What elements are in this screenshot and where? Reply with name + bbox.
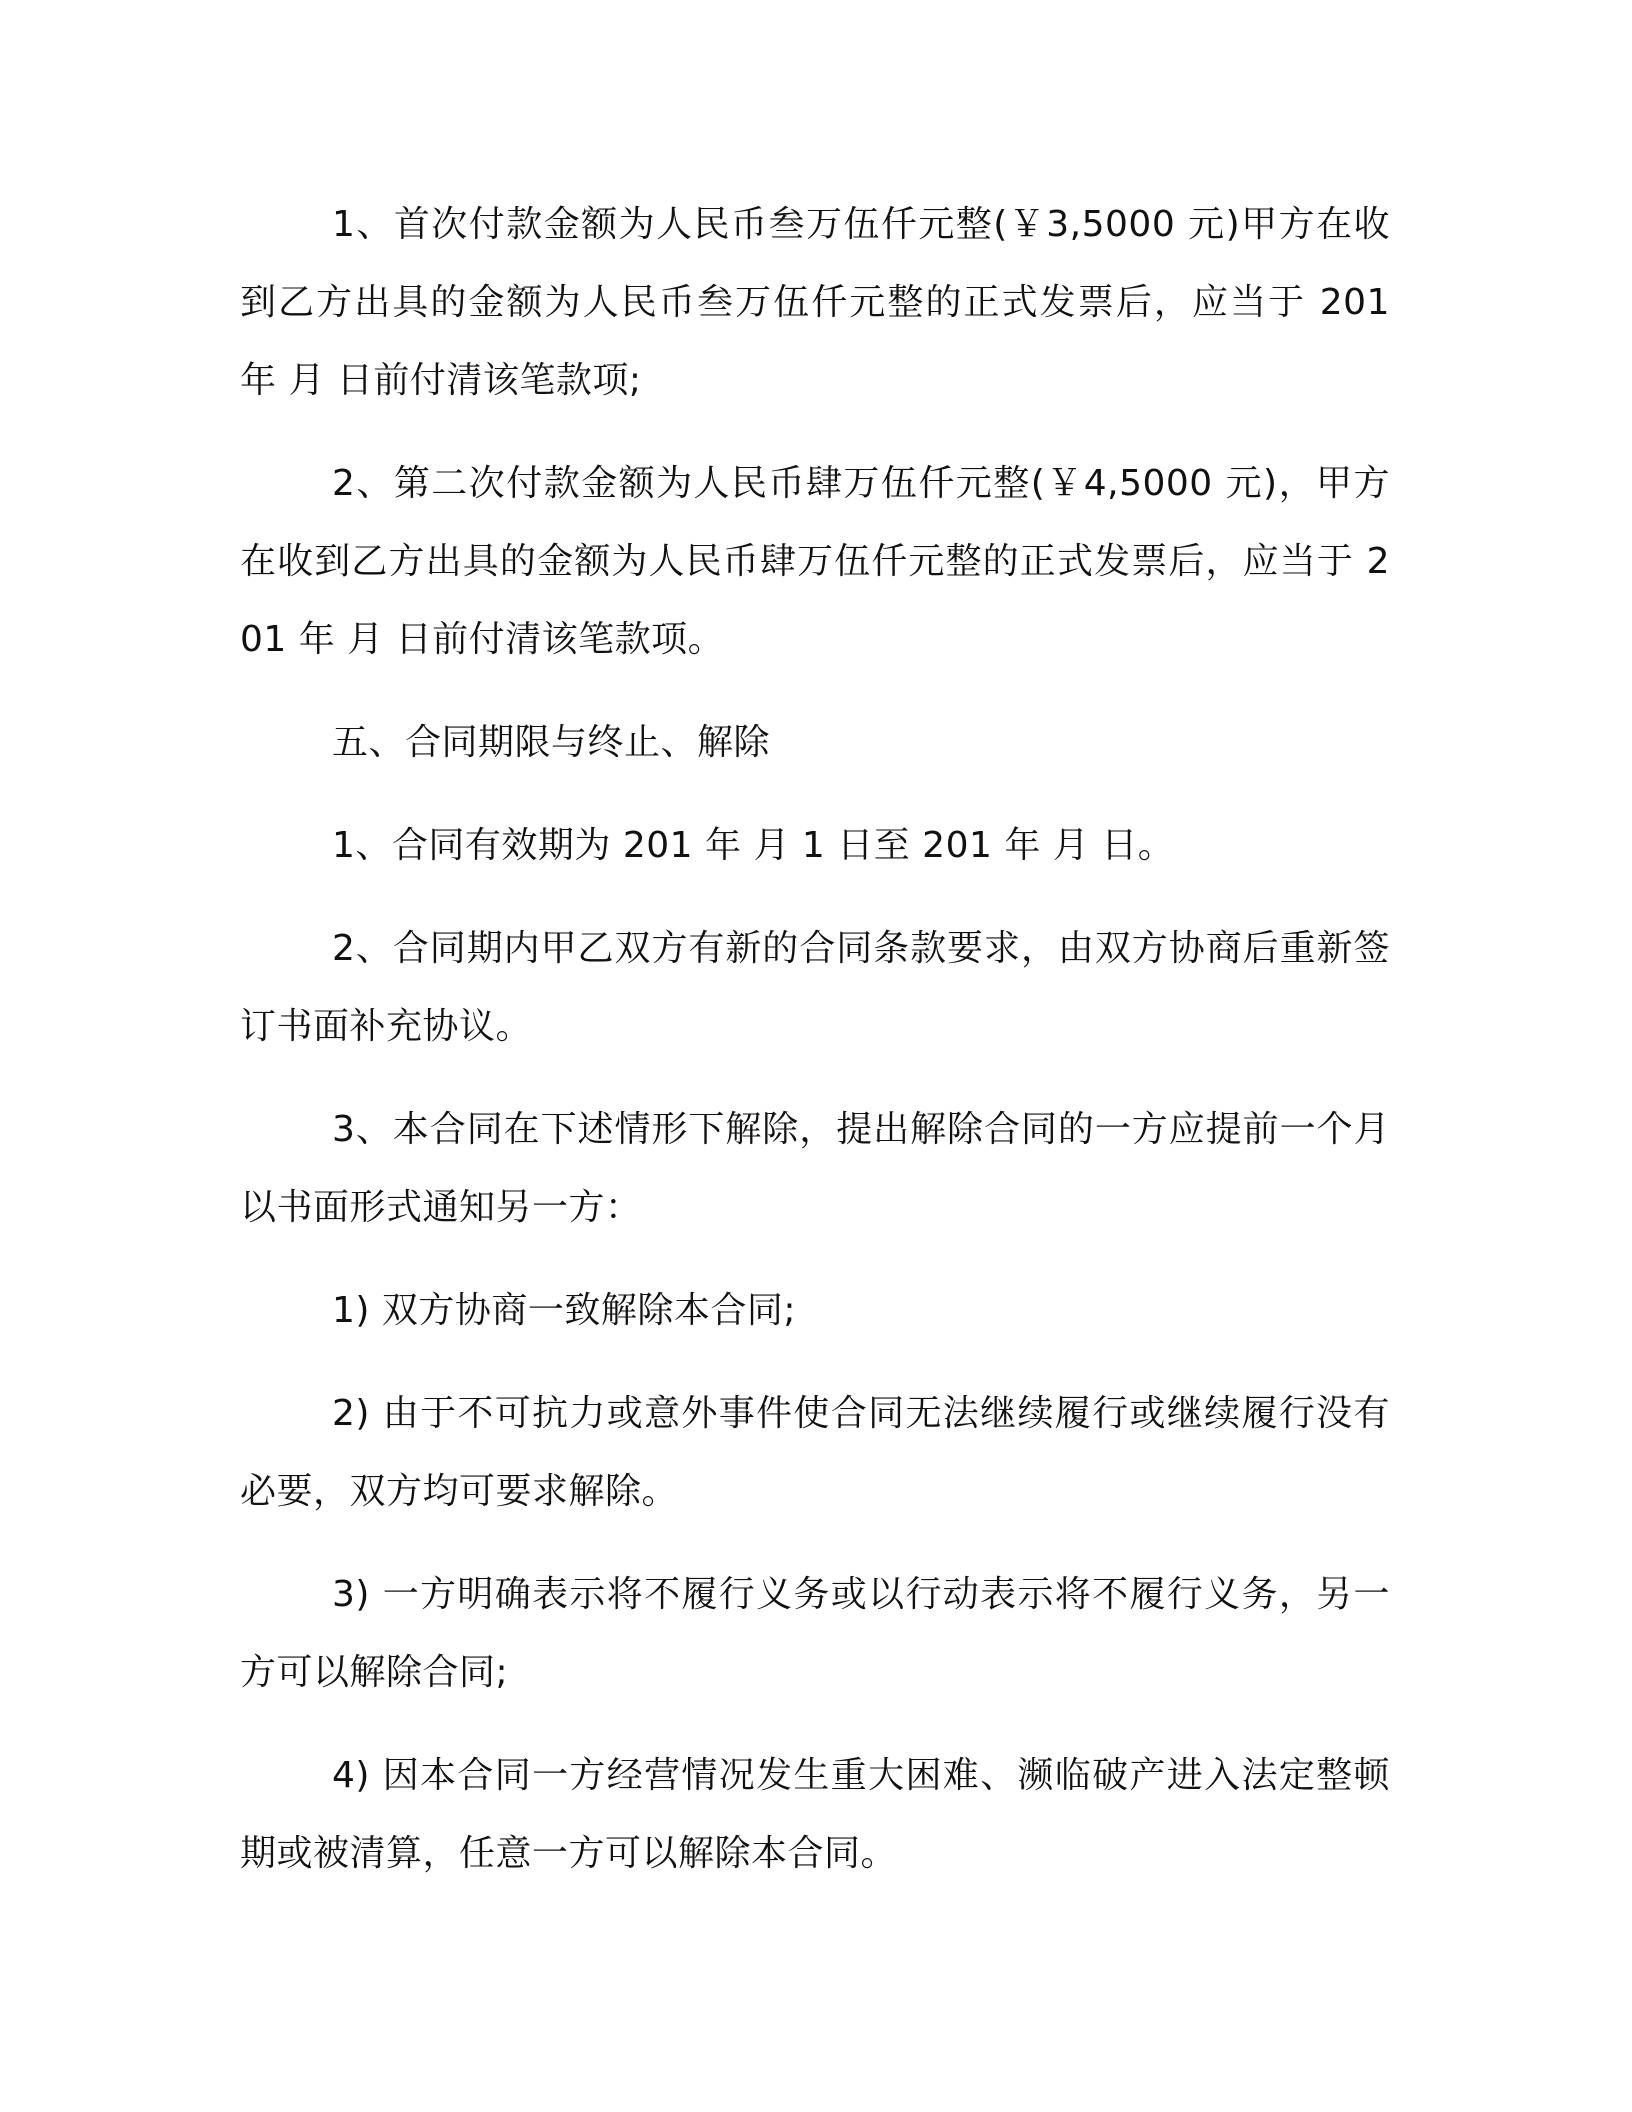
clause-validity-period: 1、合同有效期为 201 年 月 1 日至 201 年 月 日。 xyxy=(332,825,1175,866)
clause-termination-conditions: 3、本合同在下述情形下解除，提出解除合同的一方应提前一个月以书面形式通知另一方： xyxy=(240,1109,1390,1228)
document-body xyxy=(240,186,1390,1918)
termination-item-1: 1) 双方协商一致解除本合同; xyxy=(332,1290,797,1331)
termination-item-3: 3) 一方明确表示将不履行义务或以行动表示将不履行义务，另一方可以解除合同; xyxy=(240,1574,1390,1693)
termination-item-2: 2) 由于不可抗力或意外事件使合同无法继续履行或继续履行没有必要，双方均可要求解除。 xyxy=(240,1393,1390,1512)
section-heading-term-termination: 五、合同期限与终止、解除 xyxy=(332,722,771,763)
clause-payment-second: 2、第二次付款金额为人民币肆万伍仟元整(￥4,5000 元)，甲方在收到乙方出具的金额为人民币肆万伍仟元整的正式发票后，应当于 201 年 月 日前付清该笔款项。 xyxy=(240,463,1390,660)
clause-supplementary-agreement: 2、合同期内甲乙双方有新的合同条款要求，由双方协商后重新签订书面补充协议。 xyxy=(240,928,1390,1047)
clause-payment-first: 1、首次付款金额为人民币叁万伍仟元整(￥3,5000 元)甲方在收到乙方出具的金额为人民币叁万伍仟元整的正式发票后，应当于 201 年 月 日前付清该笔款项; xyxy=(240,204,1390,401)
termination-item-4: 4) 因本合同一方经营情况发生重大困难、濒临破产进入法定整顿期或被清算，任意一方可以解除本合同。 xyxy=(240,1755,1390,1874)
